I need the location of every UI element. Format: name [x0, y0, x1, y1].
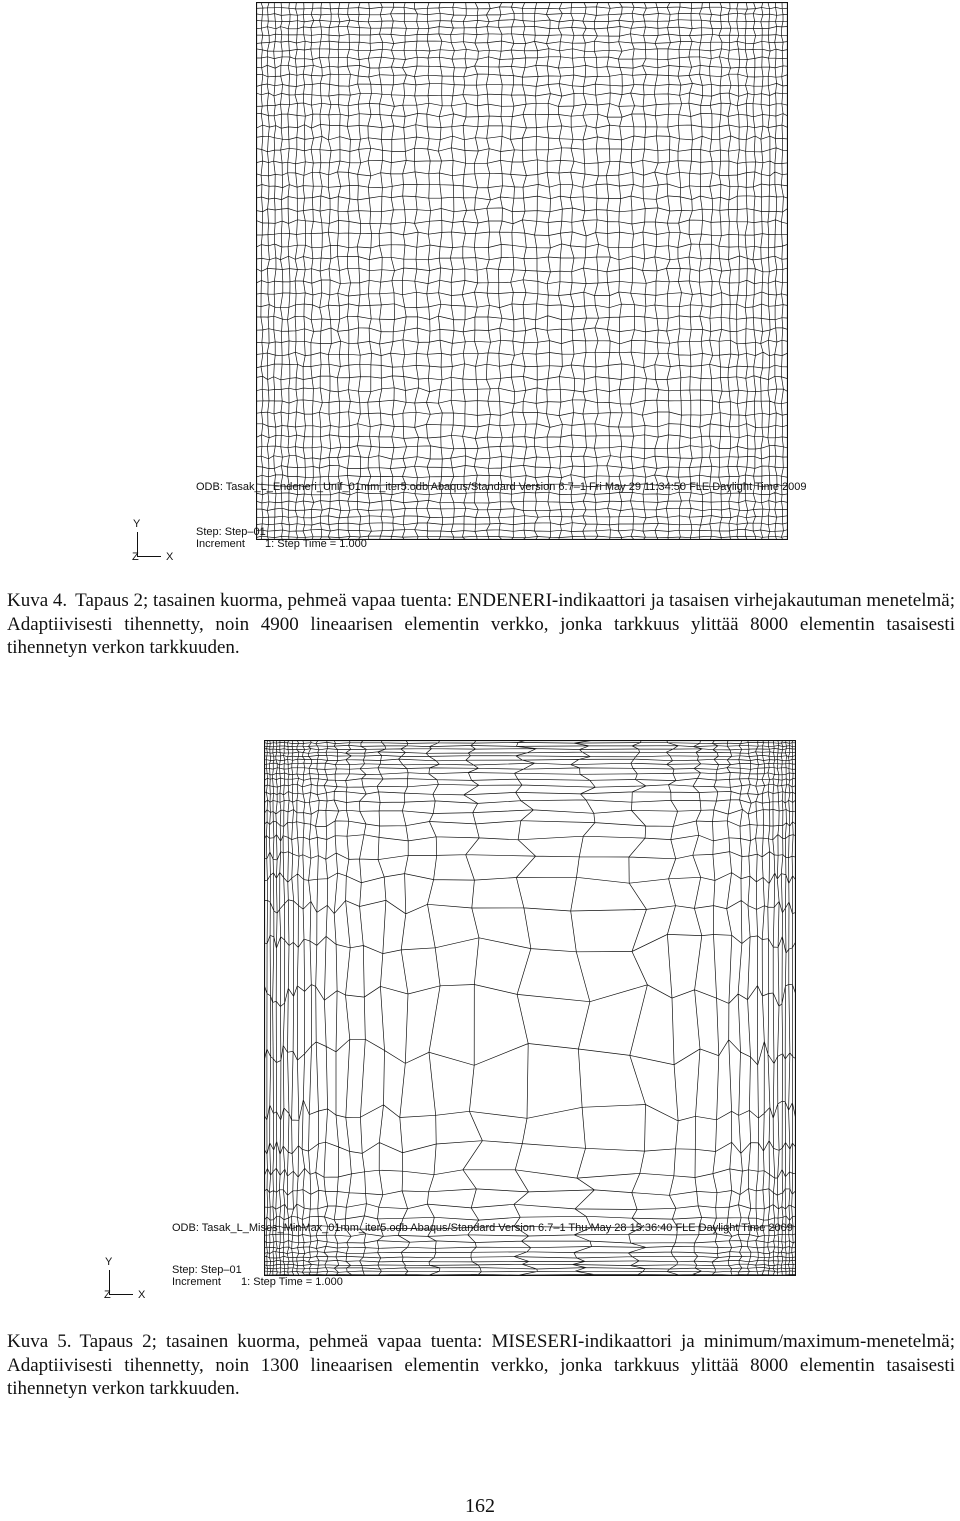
- step-time-value: 1: Step Time = 1.000: [241, 1276, 343, 1288]
- fe-mesh-plot: [256, 2, 788, 540]
- caption-label: Kuva 5.: [7, 1331, 72, 1352]
- axis-y-label: Y: [133, 518, 141, 530]
- figure-caption: [7, 589, 955, 660]
- increment-label: Increment: [196, 538, 245, 550]
- fe-mesh-plot: [264, 740, 796, 1276]
- axis-x-line: [109, 1294, 133, 1295]
- axis-z-label: Z: [132, 551, 139, 563]
- step-label: Step: Step–01: [172, 1264, 242, 1276]
- axis-z-label: Z: [104, 1289, 111, 1301]
- odb-info-line: ODB: Tasak_L_Mises_MinMax_01mm_iter5.odb Abaqus/Standard Version 6.7–1 Thu May 28 15:36:40 FLE Daylight Time 2009: [172, 1222, 793, 1234]
- figure-caption: [7, 1330, 955, 1401]
- caption-text: Tapaus 2; tasainen kuorma, pehmeä vapaa tuenta: ENDENERI-indikaattori ja tasaisen virhejakautuman menetelmä; Adaptiivisesti tihennetty, noin 4900 lineaarisen elementin verkko, jonka tarkkuus ylittää 8000 elementin tasaisesti tihennetyn verkon tarkkuuden.: [7, 590, 956, 658]
- axis-y-label: Y: [105, 1256, 113, 1268]
- axis-triad: [97, 1256, 157, 1302]
- axis-triad: [120, 518, 180, 564]
- axis-x-label: X: [138, 1289, 146, 1301]
- mesh-lines: [256, 2, 788, 540]
- increment-label: Increment: [172, 1276, 221, 1288]
- mesh-lines: [264, 740, 796, 1276]
- caption-label: Kuva 4.: [7, 590, 68, 611]
- odb-info-line: ODB: Tasak_L_Endeneri_Unif_01mm_iter5.odb Abaqus/Standard Version 6.7–1 Fri May 29 11:34:50 FLE Daylight Time 2009: [196, 481, 807, 493]
- step-time-value: 1: Step Time = 1.000: [265, 538, 367, 550]
- page-number: 162: [465, 1495, 495, 1517]
- step-label: Step: Step–01: [196, 526, 266, 538]
- caption-text: Tapaus 2; tasainen kuorma, pehmeä vapaa tuenta: MISESERI-indikaattori ja minimum/maximum-menetelmä; Adaptiivisesti tihennetty, noin 1300 lineaarisen elementin verkko, jonka tarkkuus ylittää 8000 elementin tasaisesti tihennetyn verkon tarkkuuden.: [7, 1331, 955, 1399]
- axis-x-line: [137, 556, 161, 557]
- axis-x-label: X: [166, 551, 174, 563]
